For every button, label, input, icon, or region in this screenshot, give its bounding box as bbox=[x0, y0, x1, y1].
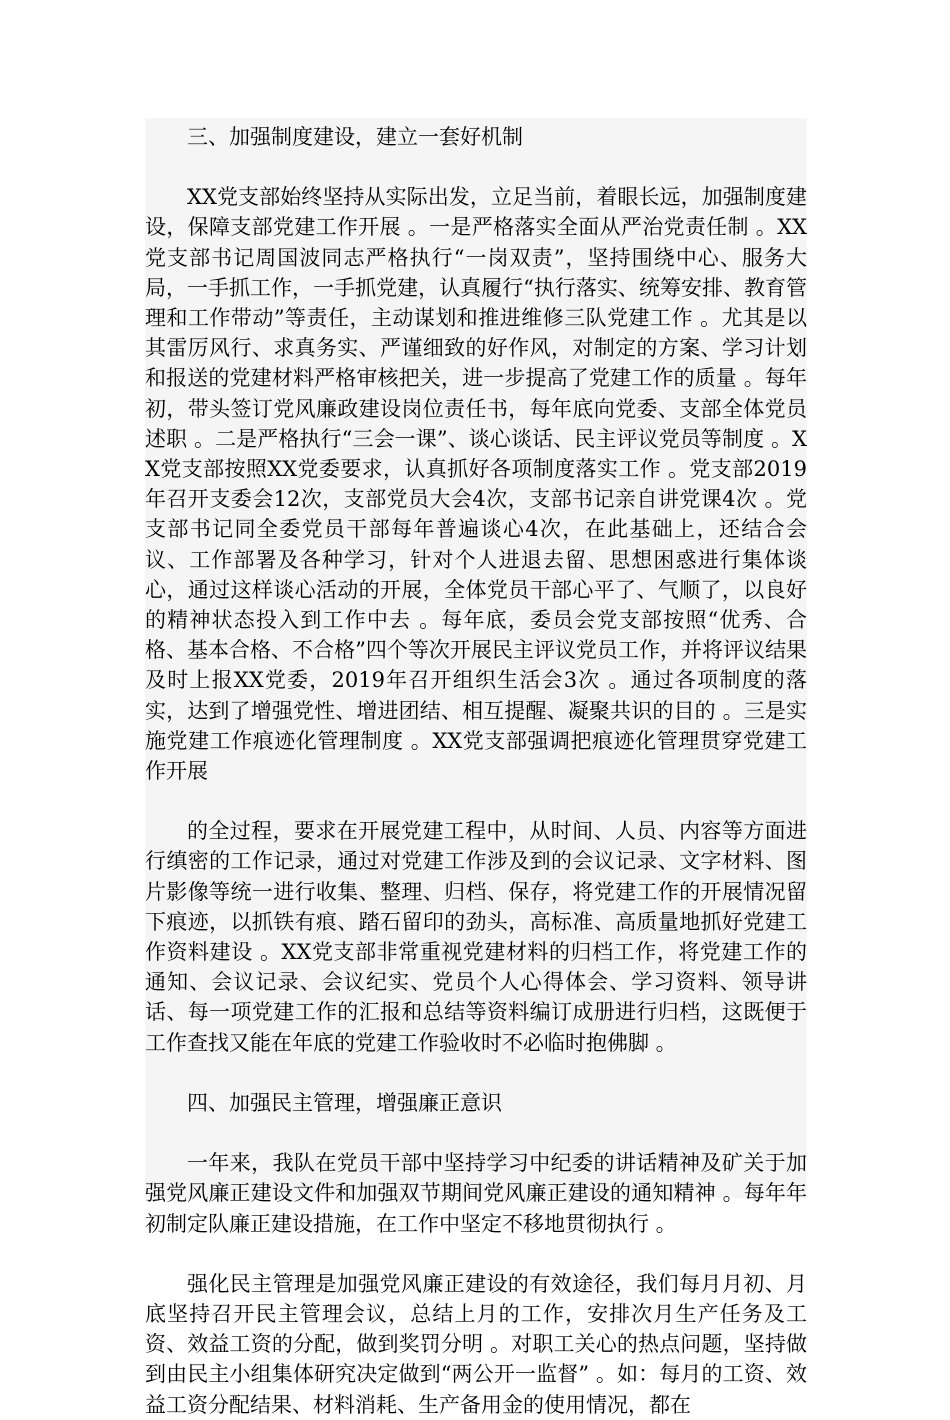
paragraph-3: 一年来，我队在党员干部中坚持学习中纪委的讲话精神及矿关于加强党风廉正建设文件和加强双节期间党风廉正建设的通知精神 。每年年初制定队廉正建设措施，在工作中坚定不移地贯彻执行 。 bbox=[145, 1151, 807, 1236]
document-body bbox=[145, 118, 807, 1417]
section-heading-3: 三、加强制度建设，建立一套好机制 bbox=[187, 125, 523, 149]
paragraph-2: 的全过程，要求在开展党建工程中，从时间、人员、内容等方面进行缜密的工作记录，通过对党建工作涉及到的会议记录、文字材料、图片影像等统一进行收集、整理、归档、保存，将党建工作的开展情况留下痕迹，以抓铁有痕、踏石留印的劲头，高标准、高质量地抓好党建工作资料建设 。XX党支部非常重视党建材料的归档工作，将党建工作的通知、会议记录、会议纪实、党员个人心得体会、学习资料、领导讲话、每一项党建工作的汇报和总结等资料编订成册进行归档，这既便于工作查找又能在年底的党建工作验收时不必临时抱佛脚 。 bbox=[145, 819, 807, 1055]
section-heading-4: 四、加强民主管理，增强廉正意识 bbox=[187, 1090, 502, 1115]
paragraph-1: XX党支部始终坚持从实际出发，立足当前，着眼长远，加强制度建设，保障支部党建工作开展 。一是严格落实全面从严治党责任制 。XX党支部书记周国波同志严格执行“一岗双责”，坚持围绕中心、服务大局，一手抓工作，一手抓党建，认真履行“执行落实、统筹安排、教育管理和工作带动”等责任，主动谋划和推进维修三队党建工作 。尤其是以其雷厉风行、求真务实、严谨细致的好作风，对制定的方案、学习计划和报送的党建材料严格审核把关，进一步提高了党建工作的质量 。每年初，带头签订党风廉政建设岗位责任书，每年底向党委、支部全体党员述职 。二是严格执行“三会一课”、谈心谈话、民主评议党员等制度 。XX党支部按照XX党委要求，认真抓好各项制度落实工作 。党支部2019年召开支委会12次，支部党员大会4次，支部书记亲自讲党课4次 。党支部书记同全委党员干部每年普遍谈心4次，在此基础上，还结合会议、工作部署及各种学习，针对个人进退去留、思想困惑进行集体谈心，通过这样谈心活动的开展，全体党员干部心平了、气顺了，以良好的精神状态投入到工作中去 。每年底，委员会党支部按照“优秀、合格、基本合格、不合格”四个等次开展民主评议党员工作，并将评议结果及时上报XX党委，2019年召开组织生活会3次 。通过各项制度的落实，达到了增强党性、增进团结、相互提醒、凝聚共识的目的 。三是实施党建工作痕迹化管理制度 。XX党支部强调把痕迹化管理贯穿党建工作开展 bbox=[145, 185, 807, 784]
paragraph-4: 强化民主管理是加强党风廉正建设的有效途径，我们每月月初、月底坚持召开民主管理会议，总结上月的工作，安排次月生产任务及工资、效益工资的分配，做到奖罚分明 。对职工关心的热点问题，坚持做到由民主小组集体研究决定做到“两公开一监督” 。如：每月的工资、效益工资分配结果、材料消耗、生产备用金的使用情况，都在 bbox=[145, 1271, 807, 1417]
